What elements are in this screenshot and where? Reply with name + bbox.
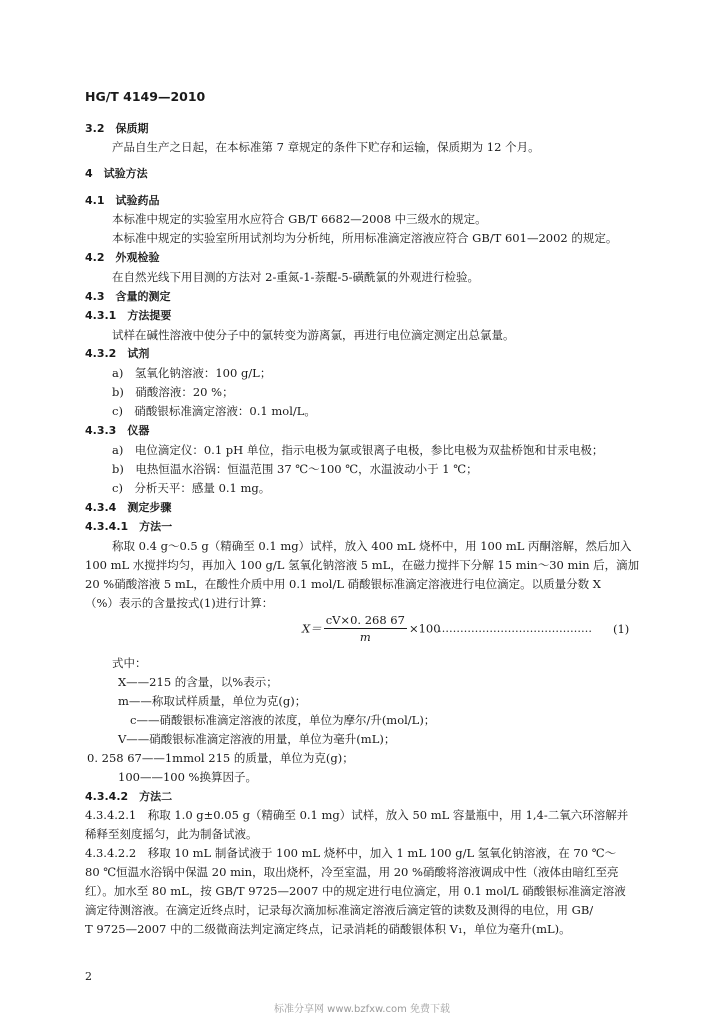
section-4-3-4-heading: 4.3.4 测定步骤 (85, 501, 172, 514)
where-intro: 式中： (112, 656, 147, 670)
formula-lhs: X＝ (302, 621, 322, 636)
where-item: V——硝酸银标准滴定溶液的用量，单位为毫升(mL)； (118, 732, 396, 746)
section-4-1-paragraph-2: 本标准中规定的实验室所用试剂均为分析纯，所用标准滴定溶液应符合 GB/T 601—2002 的规定。 (112, 231, 618, 245)
method-one-line: 称取 0.4 g～0.5 g（精确至 0.1 mg）试样，放入 400 mL 烧杯中，用 100 mL 丙酮溶解，然后加入 (112, 539, 632, 553)
section-4-2-heading: 4.2 外观检验 (85, 251, 160, 264)
method-two-paragraph-2-line: T 9725—2007 中的二级微商法判定滴定终点，记录消耗的硝酸银体积 V₁，单位为毫升(mL)。 (85, 922, 571, 936)
section-4-1-heading: 4.1 试验药品 (85, 194, 160, 207)
watermark-footer: 标准分享网 www.bzfxw.com 免费下载 (274, 1004, 450, 1015)
section-3-2-text: 产品自生产之日起，在本标准第 7 章规定的条件下贮存和运输，保质期为 12 个月。 (112, 140, 540, 154)
method-two-paragraph-1-line: 稀释至刻度摇匀，此为制备试液。 (85, 827, 258, 841)
formula-fraction (324, 613, 407, 644)
reagent-item: b) 硝酸溶液：20 %； (112, 385, 234, 399)
standard-code-header: HG/T 4149—2010 (85, 89, 206, 104)
section-4-2-text: 在自然光线下用目测的方法对 2-重氮-1-萘醌-5-磺酰氯的外观进行检验。 (112, 270, 480, 284)
where-item: X——215 的含量，以%表示； (118, 675, 278, 689)
method-two-paragraph-1-line: 4.3.4.2.1 称取 1.0 g±0.05 g（精确至 0.1 mg）试样，放入 50 mL 容量瓶中，用 1,4-二氧六环溶解并 (85, 808, 629, 822)
instrument-item: c) 分析天平：感量 0.1 mg。 (112, 481, 271, 495)
method-one-line: （%）表示的含量按式(1)进行计算： (85, 596, 274, 610)
section-4-3-heading: 4.3 含量的测定 (85, 290, 171, 303)
section-4-3-2-heading: 4.3.2 试剂 (85, 347, 150, 360)
section-4-3-1-text: 试样在碱性溶液中使分子中的氯转变为游离氯，再进行电位滴定测定出总氯量。 (112, 328, 515, 342)
instrument-item: a) 电位滴定仪：0.1 pH 单位，指示电极为氯或银离子电极，参比电极为双盐桥饱和甘汞电极； (112, 443, 604, 457)
formula-equation-number: (1) (613, 622, 630, 636)
reagent-item: c) 硝酸银标准滴定溶液：0.1 mol/L。 (112, 404, 316, 418)
section-4-1-paragraph-1: 本标准中规定的实验室用水应符合 GB/T 6682—2008 中三级水的规定。 (112, 212, 487, 226)
section-4-3-1-heading: 4.3.1 方法提要 (85, 309, 172, 322)
method-two-paragraph-2-line: 红）。加水至 80 mL，按 GB/T 9725—2007 中的规定进行电位滴定，用 0.1 mol/L 硝酸银标准滴定溶液 (85, 884, 626, 898)
method-two-paragraph-2-line: 4.3.4.2.2 移取 10 mL 制备试液于 100 mL 烧杯中，加入 1 mL 100 g/L 氢氧化钠溶液，在 70 ℃～ (85, 846, 617, 860)
formula-denominator: m (359, 630, 371, 644)
method-two-paragraph-2-line: 滴定待测溶液。在滴定近终点时，记录每次滴加标准滴定溶液后滴定管的读数及测得的电位，用 GB/ (85, 903, 594, 917)
where-item: 100——100 %换算因子。 (118, 770, 257, 784)
method-one-line: 20 %硝酸溶液 5 mL，在酸性介质中用 0.1 mol/L 硝酸银标准滴定溶液进行电位滴定。以质量分数 X (85, 577, 601, 591)
section-4-3-3-heading: 4.3.3 仪器 (85, 424, 150, 437)
where-item: 0. 258 67——1mmol 215 的质量，单位为克(g)； (87, 751, 354, 765)
where-item: m——称取试样质量，单位为克(g)； (118, 694, 307, 708)
method-one-line: 100 mL 水搅拌均匀，再加入 100 g/L 氢氧化钠溶液 5 mL，在磁力搅拌下分解 15 min～30 min 后，滴加 (85, 558, 640, 572)
method-two-paragraph-2-line: 80 ℃恒温水浴锅中保温 20 min，取出烧杯，冷至室温，用 20 %硝酸将溶液调成中性（液体由暗红至亮 (85, 865, 619, 879)
formula-1 (302, 613, 441, 644)
reagent-item: a) 氢氧化钠溶液：100 g/L； (112, 366, 272, 380)
formula-tail: ×100 (408, 621, 441, 636)
section-4-3-4-2-heading: 4.3.4.2 方法二 (85, 790, 173, 803)
section-4-heading: 4 试验方法 (85, 167, 148, 180)
instrument-item: b) 电热恒温水浴锅：恒温范围 37 ℃～100 ℃，水温波动小于 1 ℃； (112, 462, 478, 476)
section-3-2-heading: 3.2 保质期 (85, 122, 149, 135)
formula-leader-dots: …………………………………… (438, 622, 592, 635)
page-number: 2 (85, 970, 92, 983)
formula-numerator: cV×0. 268 67 (325, 613, 405, 627)
section-4-3-4-1-heading: 4.3.4.1 方法一 (85, 520, 173, 533)
where-item: c——硝酸银标准滴定溶液的浓度，单位为摩尔/升(mol/L)； (130, 713, 436, 727)
